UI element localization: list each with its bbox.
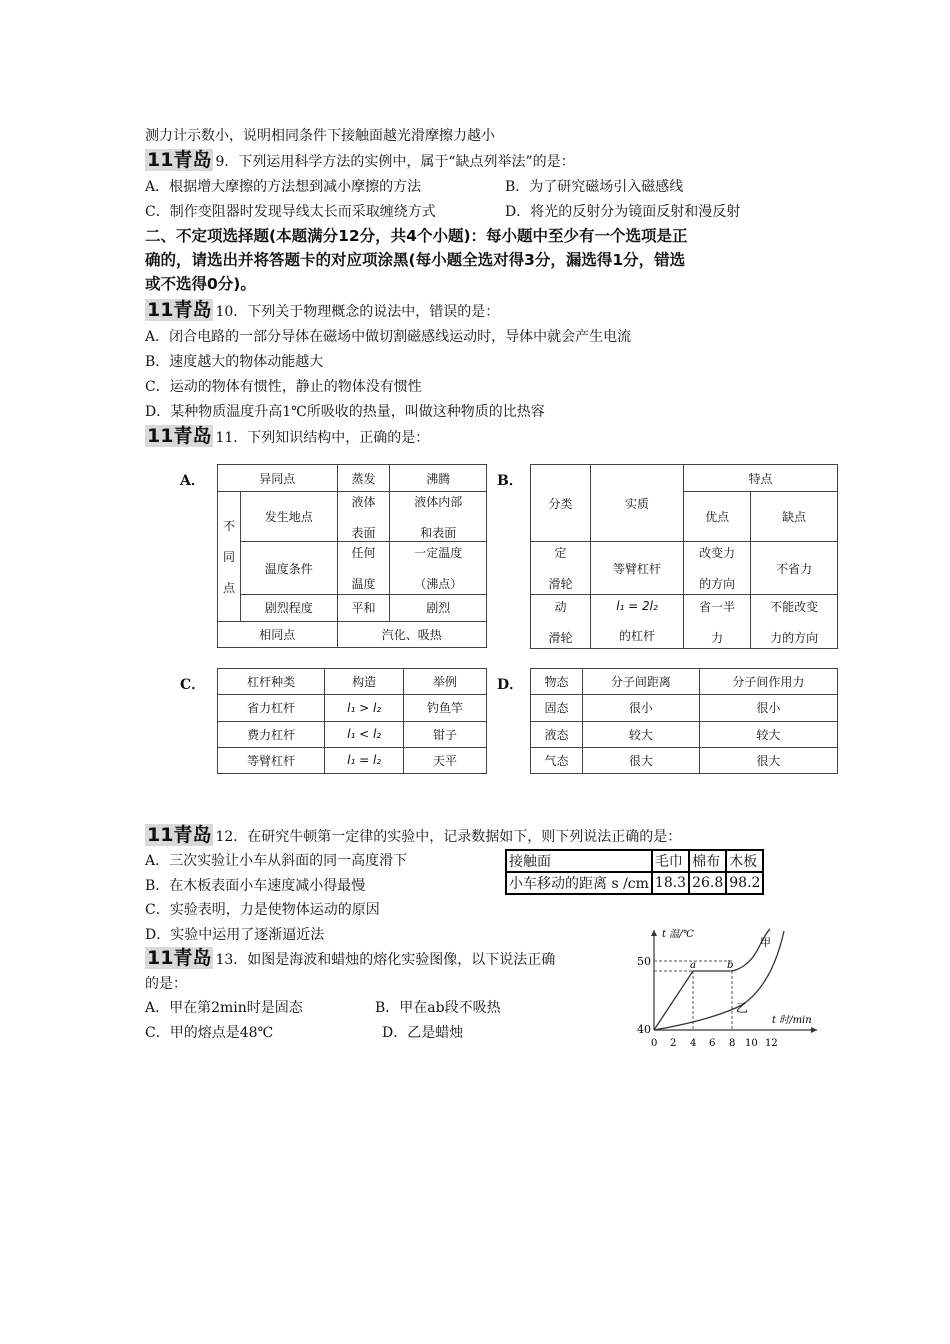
x-tick-2: 2 [670,1038,677,1049]
y-tick-40: 40 [637,1023,651,1036]
ta-r2c2b: 温度 [351,577,376,592]
ta-side2: 同 [222,549,235,564]
tc-h2: 构造 [325,669,404,695]
tb-r1c3a: 改变力 [699,546,736,560]
q12-h0: 接触面 [506,850,652,872]
ta-h3: 沸腾 [390,465,487,492]
td-r3c3: 很大 [699,747,837,773]
tc-r1c1: 省力杠杆 [218,695,325,721]
tc-r1c3: 钓鱼竿 [404,695,487,721]
ta-r2c3b: （沸点） [414,577,463,592]
tb-r2c1 [531,595,591,649]
tc-r3c3: 天平 [404,747,487,773]
tb-r1c3 [684,542,751,595]
section2-line3: 或不选得0分)。 [145,275,256,293]
ta-side1: 不 [222,518,235,533]
td-h3: 分子间作用力 [699,669,837,695]
q10-option-a: A．闭合电路的一部分导体在磁场中做切割磁感线运动时，导体中就会产生电流 [145,329,632,345]
ta-side3: 点 [222,580,235,595]
x-tick-10: 10 [745,1038,758,1049]
q11-table-d [530,668,838,774]
q10-stem-line [145,301,499,321]
tb-h3a: 优点 [684,492,751,542]
tc-r2c2: l₁ < l₂ [325,721,404,747]
td-r3c1: 气态 [531,747,583,773]
ta-r1c2b: 表面 [351,525,376,540]
q12-r0: 小车移动的距离 s /cm [506,872,652,894]
q12-stem: 12．在研究牛顿第一定律的实验中，记录数据如下，则下列说法正确的是： [215,829,682,845]
q9-source-tag: 11青岛 [147,149,212,171]
q11-table-b [530,464,838,649]
q9-option-b: B．为了研究磁场引入磁感线 [505,179,684,195]
tb-r2c3b: 力 [711,630,724,645]
ta-r1c2 [337,492,390,542]
point-b-label: b [727,960,734,971]
q13-option-d: D．乙是蜡烛 [382,1025,464,1041]
q13-option-a: A．甲在第2min时是固态 [145,1000,303,1016]
x-tick-4: 4 [690,1038,697,1049]
tb-r2c2a: l₁ = 2l₂ [616,599,658,613]
tc-h3: 举例 [404,669,487,695]
x-tick-0: 0 [651,1038,658,1049]
x-tick-6: 6 [709,1038,716,1049]
td-r2c2: 较大 [583,721,700,747]
ta-h2: 蒸发 [337,465,390,492]
q12-stem-line [145,826,681,846]
tb-r2c3a: 省一半 [699,599,736,614]
tb-h1: 分类 [531,465,591,542]
td-h2: 分子间距离 [583,669,700,695]
q12-h2: 棉布 [689,850,726,872]
tb-h3: 特点 [684,465,838,492]
ta-r2c2a: 任何 [351,546,376,561]
td-r1c1: 固态 [531,695,583,721]
td-r2c3: 较大 [699,721,837,747]
q11-table-c [217,668,487,774]
ta-r4c2: 汽化、吸热 [337,621,486,647]
tc-r3c1: 等臂杠杆 [218,747,325,773]
q10-option-d: D．某种物质温度升高1℃所吸收的热量，叫做这种物质的比热容 [145,404,545,420]
curve-jia-label: 甲 [760,936,771,949]
tb-r1c4: 不省力 [751,542,838,595]
tb-r2c1a: 动 [554,599,567,614]
q10-option-b: B．速度越大的物体动能越大 [145,354,324,370]
q11-source-tag: 11青岛 [147,425,212,447]
tc-h1: 杠杆种类 [218,669,325,695]
ta-r3c1: 剧烈程度 [241,594,338,621]
q9-option-d: D．将光的反射分为镜面反射和漫反射 [505,204,741,220]
q10-source-tag: 11青岛 [147,299,212,321]
tb-r1c3b: 的方向 [699,577,736,591]
tc-r1c2: l₁ > l₂ [325,695,404,721]
q12-option-c: C．实验表明，力是使物体运动的原因 [145,902,380,918]
point-a-label: a [690,960,696,971]
q13-option-c: C．甲的熔点是48℃ [145,1025,274,1041]
q11-label-a: A． [180,473,205,489]
q11-label-b: B． [497,473,523,489]
tc-r2c3: 钳子 [404,721,487,747]
td-r3c2: 很大 [583,747,700,773]
y-tick-50: 50 [637,955,651,968]
q9-stem: 9．下列运用科学方法的实例中，属于“缺点列举法”的是： [215,154,575,170]
q12-v2: 26.8 [689,872,726,894]
tb-r1c1b: 滑轮 [548,577,573,591]
tb-r1c1 [531,542,591,595]
q13-stem: 13．如图是海波和蜡烛的熔化实验图像，以下说法正确 [215,952,556,968]
tb-h3b: 缺点 [751,492,838,542]
tb-r2c4b: 力的方向 [770,630,819,645]
x-tick-8: 8 [729,1038,736,1049]
q12-option-d: D．实验中运用了逐渐逼近法 [145,927,325,943]
td-r2c1: 液态 [531,721,583,747]
ta-side [218,492,241,622]
tb-r1c1a: 定 [554,546,567,560]
tb-r2c2 [591,595,684,649]
y-axis-arrow [651,930,657,936]
section2-line1: 二、不定项选择题(本题满分12分，共4个小题)：每小题中至少有一个选项是正 [145,227,688,245]
ta-r1c3b: 和表面 [420,525,457,540]
q13-option-b: B．甲在ab段不吸热 [375,1000,501,1016]
q11-table-a [217,464,487,648]
q9-option-c: C．制作变阻器时发现导线太长而采取缠绕方式 [145,204,436,220]
q12-source-tag: 11青岛 [147,824,212,846]
tb-r2c3 [684,595,751,649]
ta-r3c3: 剧烈 [390,594,487,621]
td-r1c3: 很小 [699,695,837,721]
q12-option-a: A．三次实验让小车从斜面的同一高度滑下 [145,853,408,869]
x-axis-arrow [811,1027,817,1033]
tb-r2c4 [751,595,838,649]
q13-stem-line [145,949,555,969]
ta-r1c1: 发生地点 [241,492,338,542]
ta-h1: 异同点 [218,465,338,492]
tb-r2c1b: 滑轮 [548,630,573,645]
ta-r2c3a: 一定温度 [414,546,463,561]
td-r1c2: 很小 [583,695,700,721]
q13-melting-graph [632,925,822,1055]
tb-r2c4a: 不能改变 [770,599,819,614]
q13-source-tag: 11青岛 [147,947,212,969]
x-ticks [651,1038,778,1049]
q11-label-c: C． [180,677,206,693]
curve-yi-label: 乙 [736,1001,749,1015]
intro-line: 测力计示数小，说明相同条件下接触面越光滑摩擦力越小 [145,128,495,144]
q9-stem-line [145,151,575,171]
y-axis-label: t 温/℃ [662,929,694,940]
q10-option-c: C．运动的物体有惯性，静止的物体没有惯性 [145,379,422,395]
q11-label-d: D． [497,677,524,693]
q12-h1: 毛巾 [652,850,689,872]
q11-stem: 11．下列知识结构中，正确的是： [215,430,430,446]
q11-stem-line [145,427,429,447]
tb-h2: 实质 [591,465,684,542]
q12-v3: 98.2 [726,872,763,894]
q12-option-b: B．在木板表面小车速度减小得最慢 [145,878,366,894]
section2-line2: 确的，请选出并将答题卡的对应项涂黑(每小题全选对得3分，漏选得1分，错选 [145,251,686,269]
ta-r2c2 [337,542,390,594]
ta-r1c2a: 液体 [351,494,376,509]
td-h1: 物态 [531,669,583,695]
ta-r2c3 [390,542,487,594]
ta-r1c3 [390,492,487,542]
ta-r3c2: 平和 [337,594,390,621]
q9-option-a: A．根据增大摩擦的方法想到减小摩擦的方法 [145,179,422,195]
q12-v1: 18.3 [652,872,689,894]
ta-r2c1: 温度条件 [241,542,338,594]
x-tick-12: 12 [765,1038,778,1049]
q10-stem: 10．下列关于物理概念的说法中，错误的是： [215,304,500,320]
ta-r4c1: 相同点 [218,621,338,647]
tb-r2c2b: 的杠杆 [618,629,655,643]
tc-r3c2: l₁ = l₂ [325,747,404,773]
tc-r2c1: 费力杠杆 [218,721,325,747]
ta-r1c3a: 液体内部 [414,494,463,509]
q12-data-table [505,849,764,895]
tb-r1c2: 等臂杠杆 [591,542,684,595]
q12-h3: 木板 [726,850,763,872]
q13-stem-cont: 的是： [145,976,187,992]
x-axis-label: t 时/min [772,1015,812,1026]
